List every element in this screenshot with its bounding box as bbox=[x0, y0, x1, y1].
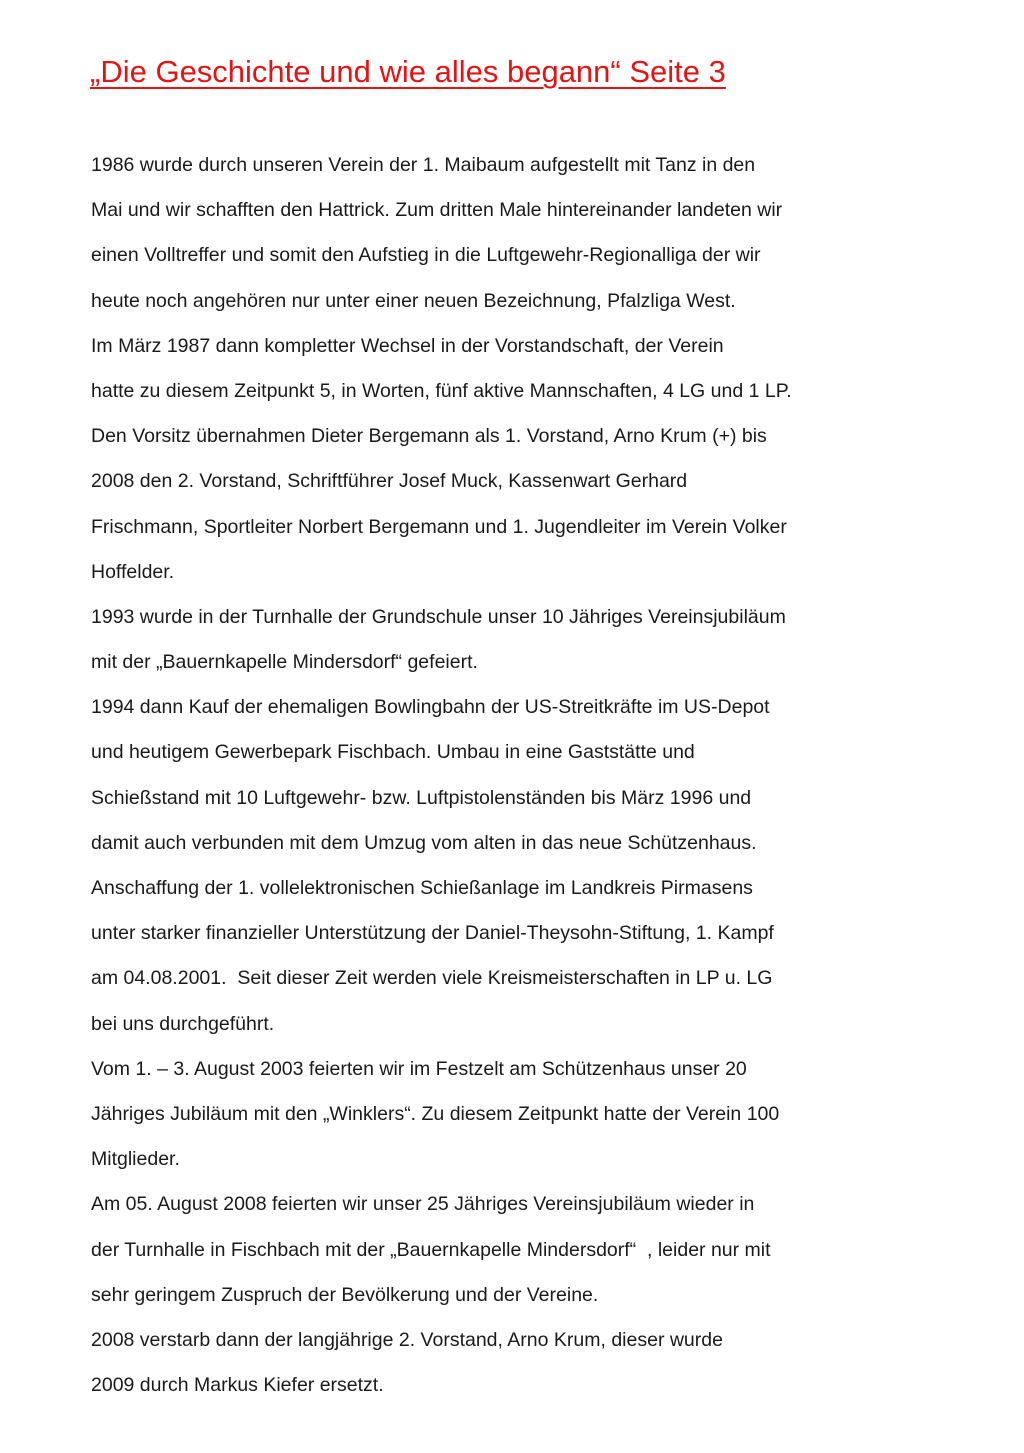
text-line: Im März 1987 dann kompletter Wechsel in der Vorstandschaft, der Verein bbox=[91, 334, 724, 357]
text-line: Frischmann, Sportleiter Norbert Bergemann und 1. Jugendleiter im Verein Volker bbox=[91, 515, 787, 538]
text-line: Am 05. August 2008 feierten wir unser 25 Jähriges Vereinsjubiläum wieder in bbox=[91, 1193, 755, 1216]
text-line: hatte zu diesem Zeitpunkt 5, in Worten, fünf aktive Mannschaften, 4 LG und 1 LP. bbox=[91, 379, 792, 402]
text-line: 2008 verstarb dann der langjährige 2. Vorstand, Arno Krum, dieser wurde bbox=[91, 1328, 723, 1351]
text-line: Vom 1. – 3. August 2003 feierten wir im Festzelt am Schützenhaus unser 20 bbox=[91, 1057, 747, 1080]
text-line: 1994 dann Kauf der ehemaligen Bowlingbahn der US-Streitkräfte im US-Depot bbox=[91, 696, 770, 719]
text-line: am 04.08.2001. Seit dieser Zeit werden viele Kreismeisterschaften in LP u. LG bbox=[91, 967, 773, 990]
text-line: Jähriges Jubiläum mit den „Winklers“. Zu diesem Zeitpunkt hatte der Verein 100 bbox=[91, 1102, 780, 1125]
text-line: 1993 wurde in der Turnhalle der Grundschule unser 10 Jähriges Vereinsjubiläum bbox=[91, 605, 786, 628]
text-line: 2008 den 2. Vorstand, Schriftführer Josef Muck, Kassenwart Gerhard bbox=[91, 470, 688, 493]
text-line: sehr geringem Zuspruch der Bevölkerung und der Vereine. bbox=[91, 1283, 599, 1306]
text-line: 1986 wurde durch unseren Verein der 1. Maibaum aufgestellt mit Tanz in den bbox=[91, 154, 756, 176]
text-line: bei uns durchgeführt. bbox=[91, 1012, 275, 1035]
text-line: Hoffelder. bbox=[91, 560, 175, 583]
text-line: und heutigem Gewerbepark Fischbach. Umbau in eine Gaststätte und bbox=[91, 741, 695, 764]
page-title: „Die Geschichte und wie alles begann“ Seite 3 bbox=[90, 54, 726, 89]
text-line: unter starker finanzieller Unterstützung der Daniel-Theysohn-Stiftung, 1. Kampf bbox=[91, 922, 774, 945]
text-line: Mitglieder. bbox=[91, 1148, 180, 1171]
text-line: der Turnhalle in Fischbach mit der „Bauernkapelle Mindersdorf“ , leider nur mit bbox=[91, 1238, 771, 1261]
text-line: Schießstand mit 10 Luftgewehr- bzw. Luftpistolenständen bis März 1996 und bbox=[91, 786, 752, 809]
text-line: Den Vorsitz übernahmen Dieter Bergemann als 1. Vorstand, Arno Krum (+) bis bbox=[91, 425, 767, 448]
text-line: einen Volltreffer und somit den Aufstieg in die Luftgewehr-Regionalliga der wir bbox=[91, 244, 761, 267]
text-line: heute noch angehören nur unter einer neuen Bezeichnung, Pfalzliga West. bbox=[91, 289, 736, 312]
text-line: Anschaffung der 1. vollelektronischen Schießanlage im Landkreis Pirmasens bbox=[91, 877, 753, 899]
text-line: Mai und wir schafften den Hattrick. Zum dritten Male hintereinander landeten wir bbox=[91, 199, 783, 222]
text-line: mit der „Bauernkapelle Mindersdorf“ gefeiert. bbox=[91, 651, 478, 674]
text-line: damit auch verbunden mit dem Umzug vom alten in das neue Schützenhaus. bbox=[91, 831, 757, 854]
document-body bbox=[91, 143, 991, 1408]
text-line: 2009 durch Markus Kiefer ersetzt. bbox=[91, 1374, 384, 1397]
